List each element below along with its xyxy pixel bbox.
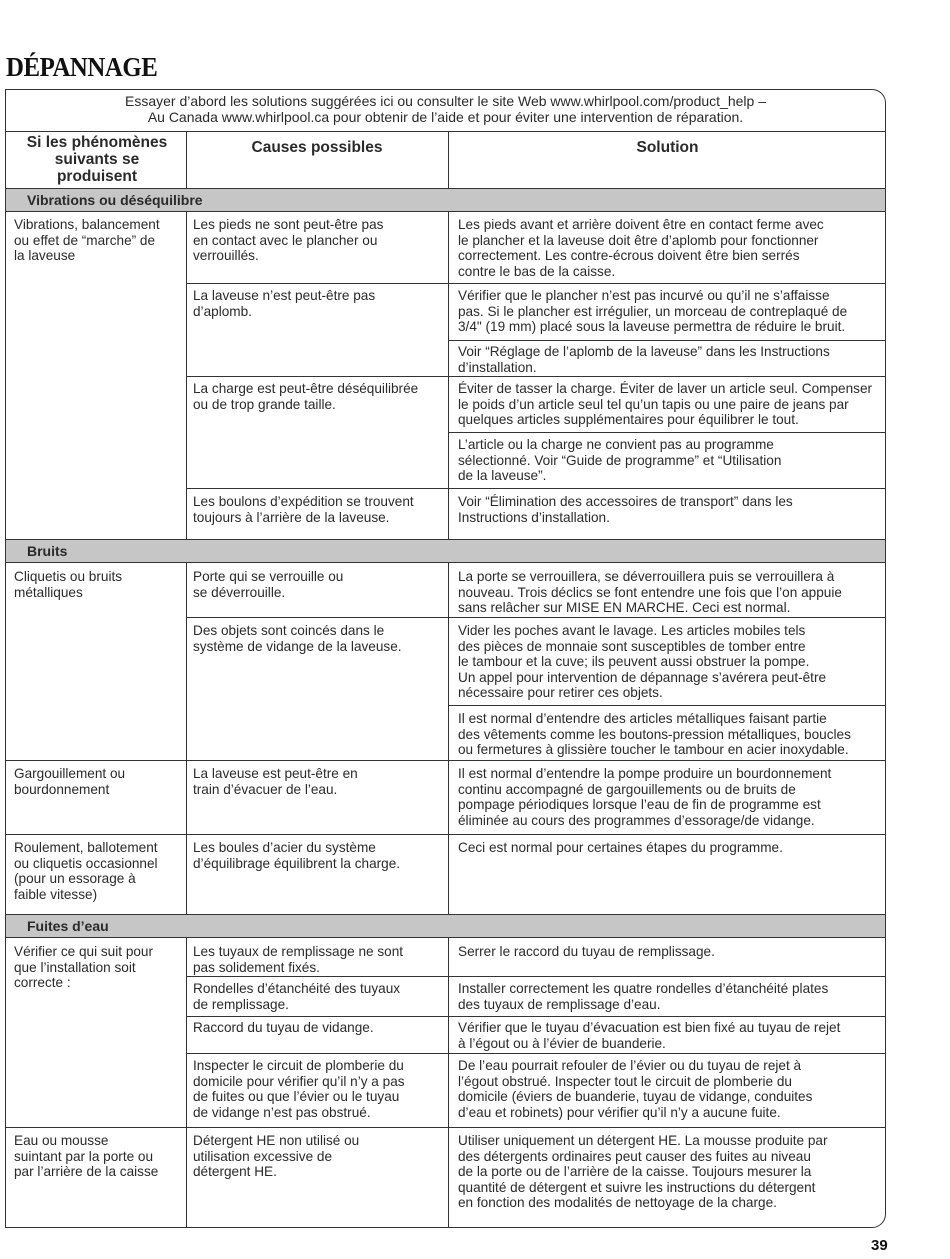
cause-shipping-bolts: Les boulons d’expédition se trouvent toujours à l’arrière de la laveuse. — [193, 494, 414, 525]
cause-not-level: La laveuse n’est peut-être pas d’aplomb. — [193, 288, 376, 319]
cause-objects-stuck: Des objets sont coincés dans le système de vidange de la laveuse. — [193, 623, 402, 654]
page-title: DÉPANNAGE — [6, 52, 158, 82]
cause-door-lock: Porte qui se verrouille ou se déverrouille. — [193, 569, 344, 600]
solution-leveling-ref: Voir “Réglage de l’aplomb de la laveuse” dans les Instructions d’installation. — [458, 344, 830, 375]
header-solution: Solution — [636, 139, 699, 156]
section-vibrations — [6, 188, 885, 212]
header-causes: Causes possibles — [251, 139, 383, 156]
section-title: Bruits — [27, 543, 68, 559]
solution-feet-contact: Les pieds avant et arrière doivent être en contact ferme avec le plancher et la laveuse doit être d’aplomb pour fonctionner correctement. Les contre-écrous doivent être bien serrés contre le bas de la caisse. — [458, 217, 824, 279]
solution-shipping-bolts: Voir “Élimination des accessoires de transport” dans les Instructions d’installation. — [458, 494, 793, 525]
solution-pump-noise: Il est normal d’entendre la pompe produire un bourdonnement continu accompagné de gargouillements ou de bruits de pompage périodiques lorsque l’eau de fin de programme est éliminée au cours des programmes d’essorage/de vidange. — [458, 766, 832, 828]
intro-note — [6, 90, 885, 132]
problem-rattling: Cliquetis ou bruits métalliques — [14, 569, 123, 600]
cause-unbalanced-load: La charge est peut-être déséquilibrée ou de trop grande taille. — [193, 381, 419, 412]
cause-balance-balls: Les boules d’acier du système d’équilibrage équilibrent la charge. — [193, 840, 401, 871]
solution-plumbing: De l’eau pourrait refouler de l’évier ou du tuyau de rejet à l’égout obstrué. Inspecter tout le circuit de plomberie du domicile (éviers de buanderie, tuyau de vidange, conduites d’eau et robinets) pour vérifier qu’il n’y a aucune fuite. — [458, 1058, 813, 1120]
cause-he-detergent: Détergent HE non utilisé ou utilisation excessive de détergent HE. — [193, 1133, 360, 1180]
intro-line-1: Essayer d’abord les solutions suggérées ici ou consulter le site Web www.whirlpool.com/product_help – — [125, 93, 766, 109]
solution-load-packing: Éviter de tasser la charge. Éviter de laver un article seul. Compenser le poids d’un article seul tel qu’un tapis ou une paire de jeans par quelques articles supplémentaires pour équilibrer le tout. — [458, 381, 873, 428]
cause-plumbing: Inspecter le circuit de plomberie du domicile pour vérifier qu’il n’y a pas de fuites ou que l’évier ou le tuyau de vidange n’est pas obstrué. — [193, 1058, 405, 1120]
solution-metal-items: Il est normal d’entendre des articles métalliques faisant partie des vêtements comme les boutons-pression métalliques, boucles ou fermetures à glissière toucher le tambour en acier inoxydable. — [458, 711, 851, 758]
solution-door-lock: La porte se verrouillera, se déverrouillera puis se verrouillera à nouveau. Trois déclics se font entendre une fois que l’on appuie sans relâcher sur MISE EN MARCHE. Ceci est normal. — [458, 569, 842, 616]
cause-fill-hoses: Les tuyaux de remplissage ne sont pas solidement fixés. — [193, 944, 404, 975]
solution-cycle-guide: L’article ou la charge ne convient pas au programme sélectionné. Voir “Guide de programme” et “Utilisation de la laveuse”. — [458, 437, 782, 484]
section-title: Fuites d’eau — [27, 918, 109, 934]
solution-normal-cycle: Ceci est normal pour certaines étapes du programme. — [458, 840, 783, 855]
section-title: Vibrations ou déséquilibre — [27, 192, 203, 208]
problem-vibrations: Vibrations, balancement ou effet de “marche” de la laveuse — [14, 217, 160, 264]
cause-feet-contact: Les pieds ne sont peut-être pas en contact avec le plancher ou verrouillés. — [193, 217, 384, 264]
problem-check-install: Vérifier ce qui suit pour que l’installation soit correcte : — [14, 944, 154, 991]
solution-empty-pockets: Vider les poches avant le lavage. Les articles mobiles tels des pièces de monnaie sont susceptibles de tomber entre le tambour et la cuve; ils peuvent aussi obstruer la pompe. Un appel pour intervention de dépannage s’avérera peut-être nécessaire pour retirer ces objets. — [458, 623, 827, 701]
cause-draining: La laveuse est peut-être en train d’évacuer de l’eau. — [193, 766, 358, 797]
problem-foam-leak: Eau ou mousse suintant par la porte ou par l’arrière de la caisse — [14, 1133, 159, 1180]
intro-line-2: Au Canada www.whirlpool.ca pour obtenir de l’aide et pour éviter une intervention de réparation. — [147, 109, 744, 125]
page-number: 39 — [871, 1237, 888, 1254]
problem-occasional-rattle: Roulement, ballotement ou cliquetis occasionnel (pour un essorage à faible vitesse) — [14, 840, 158, 902]
section-noises — [6, 539, 885, 563]
solution-drain-hose: Vérifier que le tuyau d’évacuation est bien fixé au tuyau de rejet à l’égout ou à l’évier de buanderie. — [458, 1020, 841, 1051]
header-phenomena: Si les phénomènes suivants se produisent — [26, 134, 168, 185]
cause-drain-hose: Raccord du tuyau de vidange. — [193, 1020, 374, 1035]
solution-he-detergent: Utiliser uniquement un détergent HE. La mousse produite par des détergents ordinaires peut causer des fuites au niveau de la porte ou de l’arrière de la caisse. Toujours mesurer la quantité de détergent et suivre les instructions du détergent en fonction des modalités de nettoyage de la charge. — [458, 1133, 828, 1211]
section-leaks — [6, 914, 885, 938]
problem-gurgling: Gargouillement ou bourdonnement — [14, 766, 126, 797]
solution-floor-check: Vérifier que le plancher n’est pas incurvé ou qu’il ne s’affaisse pas. Si le plancher est irrégulier, un morceau de contreplaqué de 3/4" (19 mm) placé sous la laveuse permettra de réduire le bruit. — [458, 288, 848, 335]
troubleshooting-table — [5, 89, 886, 1228]
cause-washers: Rondelles d’étanchéité des tuyaux de remplissage. — [193, 981, 401, 1012]
solution-tighten-hose: Serrer le raccord du tuyau de remplissage. — [458, 944, 715, 959]
solution-washers: Installer correctement les quatre rondelles d’étanchéité plates des tuyaux de remplissage d’eau. — [458, 981, 829, 1012]
